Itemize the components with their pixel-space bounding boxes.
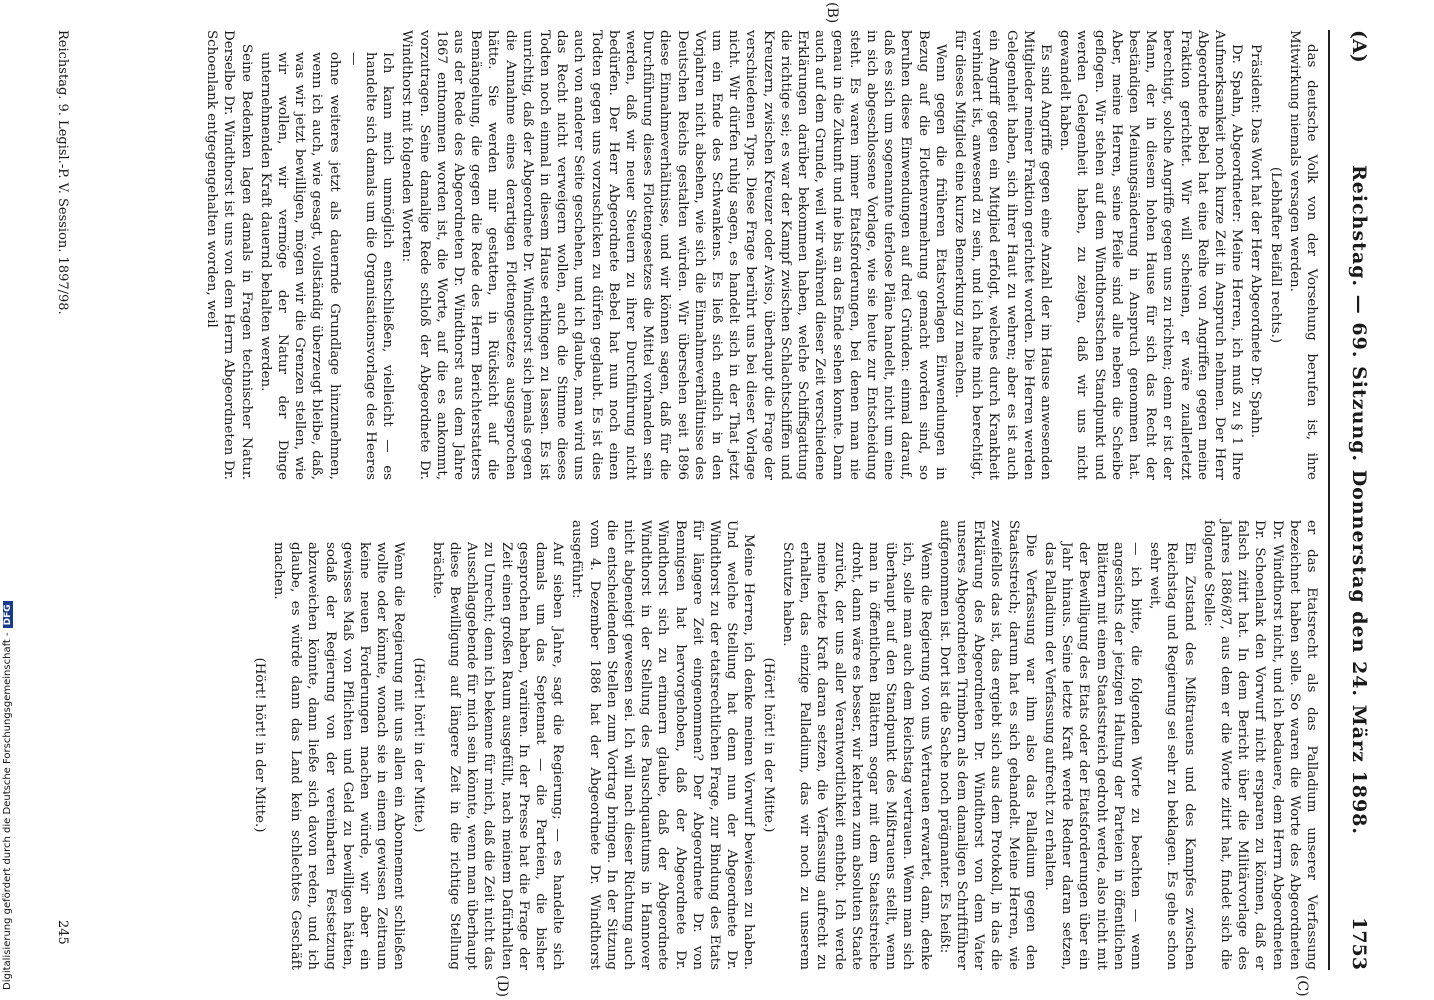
paragraph: Seine Bedenken lagen damals in Fragen technischer Natur. Derselbe Dr. Windthorst ist uns von dem Herrn Abgeordneten Dr. Schoenlank entgegengehalten worden, weil (204, 30, 254, 480)
dfg-notice-text: Digitalisierung gefördert durch die Deutsche Forschungsgemeinschaft - (2, 632, 13, 990)
paragraph: ohne weiteres jetzt als dauernde Grundlage hinzunehmen, wenn ich auch, wie gesagt, vollständig überzeugt bleibe, daß, was wir jetzt bewilligen, mögen wir die Grenzen stellen, wie wir wollen, wir vermöge der Natur der Dinge unternehmenden Kraft dauernd behalten werden. (257, 52, 342, 480)
paragraph: Wenn gegen die früheren Etatsvorlagen Einwendungen in Bezug auf die Flottenvermehrung gemacht worden sind, so beruhen diese Einwendungen auf drei Gründen: einmal darauf, daß es sich um sogenannte uferlose Pläne handelt, nicht um eine in sich abgeschlossene Vorlage, wie sie heute zur Entscheidung steht. Es waren immer Etatsforderungen, bei denen man nie genau in die Zukunft und nie bis an das Ende sehen konnte. Dann auch auf dem Grunde, weil wir während dieser Zeit verschiedene Erklärungen darüber bekommen haben, welche Schiffsgattung die richtige sei; es war der Kampf zwischen Schlachtschiffen und Kreuzern, zwischen Kreuzer oder Aviso, überhaupt die Frage der verschiedenen Typs. Diese Frage berührt uns bei dieser Vorlage nicht. Wir dürfen ruhig sagen, es handelt sich in der That jetzt um ein Ende des Schwankens. Es ließ sich endlich in den Vorjahren nicht absehen, wie sich die Einnahmeverhältnisse des Deutschen Reichs gestalten würden. Wir übersehen seit 1896 diese Einnahmeverhältnisse, und wir können sagen, daß für die Durchführung dieses Flottengesetzes die Mittel vorhanden sein werden, daß wir neuer Steuern zu ihrer Durchführung nicht bedürfen. Der Herr Abgeordnete Bebel hat nun noch einen Todten gegen uns vorzuschicken zu dürfen geglaubt. Es ist dies auch von anderer Seite geschehen, und ich glaube, man wird uns das Recht nicht verweigern wollen, auch die Stimme dieses Todten noch einmal in diesem Hause erklingen zu lassen. Es ist unrichtig, daß der Abgeordnete Dr. Windthorst sich jemals gegen die Annahme eines derartigen Flottengesetzes ausgesprochen hätte. Sie werden mir gestatten, in Rücksicht auf die Bemängelung, die gegen die Rede des Herrn Berichterstatters aus der Rede des Abgeordneten Dr. Windthorst aus dem Jahre 1867 entnommen worden ist, die Worte, auf die es ankommt, vorzutragen. Seine damalige Rede schloß der Abgeordnete Dr. Windthorst mit folgenden Worten: (399, 30, 948, 480)
paragraph: Dr. Spahn, Abgeordneter: Meine Herren, ich muß zu § 1 Ihre Aufmerksamkeit noch kurze Zeit in Anspruch nehmen. Der Herr Abgeordnete Bebel hat eine Reihe von Angriffen gegen meine Fraktion gerichtet. Wir will scheinen, er wäre zuallerletzt berechtigt, solche Angriffe gegen uns zu richten; denn er ist der Mann, der in diesem hohen Hause für sich das Recht der beständigen Meinungsänderung in Anspruch genommen hat. Aber, meine Herren, seine Pfeile sind alle neben die Scheibe geflogen. Wir stehen auf dem Windthorstschen Standpunkt und werden Gelegenheit haben, zu zeigen, daß wir uns nicht gewandelt haben. (1057, 30, 1245, 480)
page-number: 1753 (1348, 917, 1370, 970)
dfg-notice (2, 120, 14, 1000)
paragraph: das deutsche Volk von der Vorsehung berufen ist, ihre Mitwirkung niemals versagen werden. (1286, 30, 1319, 480)
footer-page-number: 245 (55, 920, 70, 945)
running-title: Reichstag. — 69. Sitzung. Donnerstag den 24. März 1898. (1348, 165, 1370, 835)
paragraph: Wenn die Regierung mit uns allen ein Abonnement schließen wollte oder könnte, wonach sie in einem gewissen Zeitraum keine neuen Forderungen machen würde, wir aber ein gewisses Maß von Pflichten und Geld zu bewilligen hätten, sodaß der Regierung von der vereinbarten Festsetzung abzuweichen könnte, dann ließe sich davon reden, und ich glaube, es würde dann das Land kein schlechtes Geschäft machen. (271, 542, 407, 970)
paragraph: Ich kann mich unmöglich entschließen, vielleicht — es handelte sich damals um die Organisationsvorlage des Heeres — (345, 52, 396, 480)
margin-mark-a: (A) (1348, 30, 1370, 63)
text-column-left (201, 30, 1320, 480)
margin-mark-d: (D) (494, 975, 510, 998)
paragraph: Meine Herren, ich denke meinen Vorwurf bewiesen zu haben. Und welche Stellung hat denn nun der Abgeordnete Dr. Windthorst zu der etatsrechtlichen Frage, zur Bindung des Etats für längere Zeit eingenommen? Der Abgeordnete Dr. von Bennigsen hat hervorgehoben, daß der Abgeordnete Dr. Windthorst sich zu erinnern glaube, daß der Abgeordnete Windthorst in der Stellung des Pauschquantums in Hannover nicht abgeneigt gewesen sei. Ich will nach dieser Richtung auch die entscheidenden Stellen zum Vortrag bringen. In der Sitzung vom 4. Dezember 1886 hat der Abgeordnete Dr. Windthorst ausgeführt: (569, 520, 757, 970)
paragraph: Ein Zustand des Mißtrauens und des Kampfes zwischen Reichstag und Regierung sei sehr zu beklagen. Es gehe schon sehr weit, (1147, 542, 1197, 970)
footer-session: Reichstag. 9. Legisl.-P. V. Session. 1897/98. (55, 30, 70, 315)
interjection: (Hört! hört! in der Mitte.) (410, 657, 426, 833)
paragraph: er das Etatsrecht als das Palladium unserer Verfassung bezeichnet haben solle. So waren die Worte des Abgeordneten Dr. Windthorst nicht, und ich bedauere, dem Herrn Abgeordneten Dr. Schoenlank den Vorwurf nicht ersparen zu können, daß er falsch zitirt hat. In dem Bericht über die Militärvorlage des Jahres 1886/87, aus dem er die Worte zitirt hat, findet sich die folgende Stelle: (1200, 520, 1319, 970)
paragraph: Auf sieben Jahre, sagt die Regierung; — es handelte sich damals um das Septennat — die Parteien, die bisher gesprochen haben, variiren. In der Presse hat die Frage der Zeit einen großen Raum ausgefüllt, nach meinem Dafürhalten zu Unrecht; denn ich bekenne für mich, daß die Zeit nicht das Ausschlaggebende für mich sein könnte, wenn man überhaupt diese Bewilligung auf längere Zeit in die richtige Stellung brächte. (429, 542, 566, 970)
paragraph: — ich bitte, die folgenden Worte zu beachten — wenn angesichts der jetzigen Haltung der Parteien in öffentlichen Blättern mit einem Staatsstreich gedroht werde, also nicht mit der Bewilligung des Etats oder der Etatsforderungen über ein Jahr hinaus. Seine letzte Kraft werde Redner daran setzen, das Palladium der Verfassung aufrecht zu erhalten. (1041, 542, 1143, 970)
paragraph: Die Verfassung war ihm also das Palladium gegen den Staatsstreich; darum hat es sich gehandelt. Meine Herren, wie zweifellos das ist, das ergiebt sich aus dem Protokoll, in das die Erklärung des Abgeordneten Dr. Windthorst von dem Vater unseres Abgeordneten Trimborn als dem damaligen Schriftführer aufgenommen ist. Dort ist die Sache noch prägnanter. Es heißt: (936, 520, 1038, 970)
interjection: (Hört! hört! in der Mitte.) (760, 657, 776, 833)
dfg-logo: DFG (3, 601, 13, 628)
interjection: (Lebhafter Beifall rechts.) (1267, 166, 1283, 344)
margin-mark-b: (B) (824, 2, 840, 24)
margin-mark-c: (C) (1294, 975, 1310, 997)
interjection: (Hört! hört! in der Mitte.) (251, 657, 267, 833)
paragraph: Präsident: Das Wort hat der Herr Abgeordnete Dr. Spahn. (1248, 44, 1264, 438)
page-header (1328, 30, 1370, 970)
paragraph: Wenn die Regierung von uns Vertrauen erwartet, dann, denke ich, solle man auch dem Reichstag vertrauen. Wenn man sich überhaupt auf den Standpunkt des Mißtrauens stellt, wenn man in öffentlichen Blättern sogar mit dem Staatsstreiche droht, dann wäre es besser, wir kehrten zum absoluten Staate zurück, der uns aller Verantwortlichkeit enthebt. Ich werde meine letzte Kraft daran setzen, die Verfassung aufrecht zu erhalten, das einzige Palladium, das wir noch zu unserem Schutze haben. (779, 542, 933, 970)
paragraph: Es sind Angriffe gegen eine Anzahl der im Hause anwesenden Mitglieder meiner Fraktion gerichtet worden. Die Herren werden Gelegenheit haben, sich ihrer Haut zu wehren; aber es ist auch ein Angriff gegen ein Mitglied erfolgt, welches durch Krankheit verhindert ist, anwesend zu sein, und ich halte mich berechtigt, für dieses Mitglied eine kurze Bemerkung zu machen. (951, 30, 1053, 480)
text-column-right (249, 520, 1320, 970)
